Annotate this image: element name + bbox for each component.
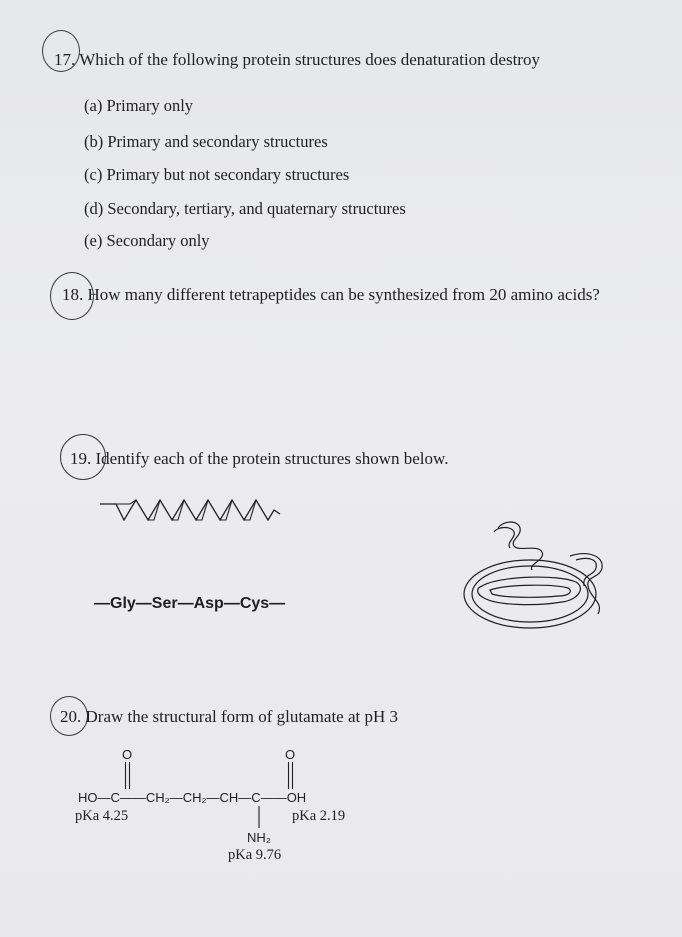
carbonyl-oxygen-right: O (285, 747, 296, 762)
question-17-text: Which of the following protein structures does denaturation destroy (79, 50, 540, 69)
question-17-option-b: (b) Primary and secondary structures (84, 132, 328, 151)
amine-group: NH₂ (247, 830, 271, 845)
question-18-number: 18. (62, 285, 84, 304)
question-17-option-d: (d) Secondary, tertiary, and quaternary structures (84, 199, 406, 218)
question-17-option-c: (c) Primary but not secondary structures (84, 165, 350, 184)
carbonyl-oxygen-left: O (122, 747, 133, 762)
question-17-option-a: (a) Primary only (84, 96, 194, 115)
pka-left: pKa 4.25 (75, 808, 129, 824)
question-20-text: Draw the structural form of glutamate at pH 3 (85, 707, 399, 726)
question-19-text: Identify each of the protein structures shown below. (95, 449, 449, 468)
question-20-number: 20. (60, 707, 82, 726)
pka-right: pKa 2.19 (292, 808, 346, 824)
question-18-text: How many different tetrapeptides can be synthesized from 20 amino acids? (87, 285, 600, 304)
question-17-option-e: (e) Secondary only (84, 231, 210, 250)
glutamate-chain: HO—C——CH₂—CH₂—CH—C——OH (78, 790, 307, 805)
question-17-number: 17. (54, 50, 76, 69)
amino-acid-sequence: —Gly—Ser—Asp—Cys— (94, 595, 286, 612)
question-19-number: 19. (70, 449, 92, 468)
pka-amine: pKa 9.76 (228, 847, 282, 863)
